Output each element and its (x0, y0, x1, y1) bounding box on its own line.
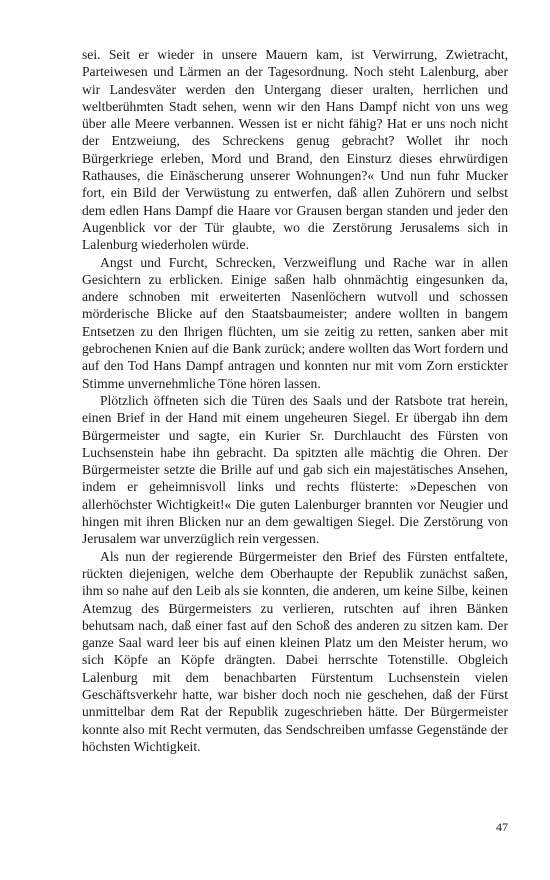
page-number: 47 (496, 820, 508, 834)
paragraph-1: sei. Seit er wieder in unsere Mauern kam, ist Verwirrung, Zwietracht, Parteiwesen und Lärmen an der Tagesordnung. Noch steht Lalenburg, aber wir Landesväter werden den Untergang dieser uralten, herrlichen und weltberühmten Stadt sehen, wenn wir den Hans Dampf nicht von uns weg über alle Meere verbannen. Wessen ist er nicht fähig? Hat er uns noch nicht der Entzweiung, des Schreckens genug gebracht? Wollet ihr noch Bürgerkriege erleben, Mord und Brand, den Einsturz dieses ehrwürdigen Rathauses, die Einäscherung unserer Wohnungen?« Und nun fuhr Mucker fort, ein Bild der Verwüstung zu entwerfen, daß allen Zuhörern und selbst dem edlen Hans Dampf die Haare vor Grausen bergan standen und jeder den Augenblick vor der Tür glaubte, wo die Zerstörung Jerusalems sich in Lalenburg wiederholen würde. (82, 47, 508, 253)
body-text (82, 46, 508, 755)
paragraph-3: Plötzlich öffneten sich die Türen des Saals und der Ratsbote trat herein, einen Brief in der Hand mit einem ungeheuren Siegel. Er übergab ihn dem Bürgermeister und sagte, ein Kurier Sr. Durchlaucht des Fürsten von Luchsenstein habe ihn gebracht. Da spitzten alle mächtig die Ohren. Der Bürgermeister setzte die Brille auf und gab sich ein majestätisches Ansehen, indem er geheimnisvoll links und rechts flüsterte: »Depeschen von allerhöchster Wichtigkeit!« Die guten Lalenburger brannten vor Neugier und hingen mit ihren Blicken nur an dem gewaltigen Siegel. Die Zerstörung von Jerusalem war unverzüglich rein vergessen. (82, 392, 508, 547)
paragraph-2: Angst und Furcht, Schrecken, Verzweiflung und Rache war in allen Gesichtern zu erblicken. Einige saßen halb ohnmächtig eingesunken da, andere schnoben mit erweiterten Nasenlöchern wutvoll und schossen mörderische Blicke auf den Staatsbaumeister; andere wollten in bangem Entsetzen zu den Ihrigen flüchten, um sie zeitig zu retten, sanken aber mit gebrochenen Knien auf die Bank zurück; andere wollten das Wort fordern und auf den Tod Hans Dampf antragen und konnten nur mit vom Zorn erstickter Stimme unvernehmliche Töne hören lassen. (82, 254, 508, 391)
paragraph-4: Als nun der regierende Bürgermeister den Brief des Fürsten entfaltete, rückten diejenigen, welche dem Oberhaupte der Republik zunächst saßen, ihm so nahe auf den Leib als sie konnten, die anderen, um keine Silbe, keinen Atemzug des Bürgermeisters zu verlieren, rutschten auf ihren Bänken behutsam nach, daß einer fast auf den Schoß des anderen zu sitzen kam. Der ganze Saal ward leer bis auf einen kleinen Platz um den Meister herum, wo sich Köpfe an Köpfe drängten. Dabei herrschte Totenstille. Obgleich Lalenburg mit dem benachbarten Fürstentum Luchsenstein vielen Geschäftsverkehr hatte, war bisher doch noch nie geschehen, daß der Fürst unmittelbar dem Rat der Republik zugeschrieben hätte. Der Bürgermeister konnte also mit Recht vermuten, das Sendschreiben umfasse Gegenstände der höchsten Wichtigkeit. (82, 548, 508, 754)
